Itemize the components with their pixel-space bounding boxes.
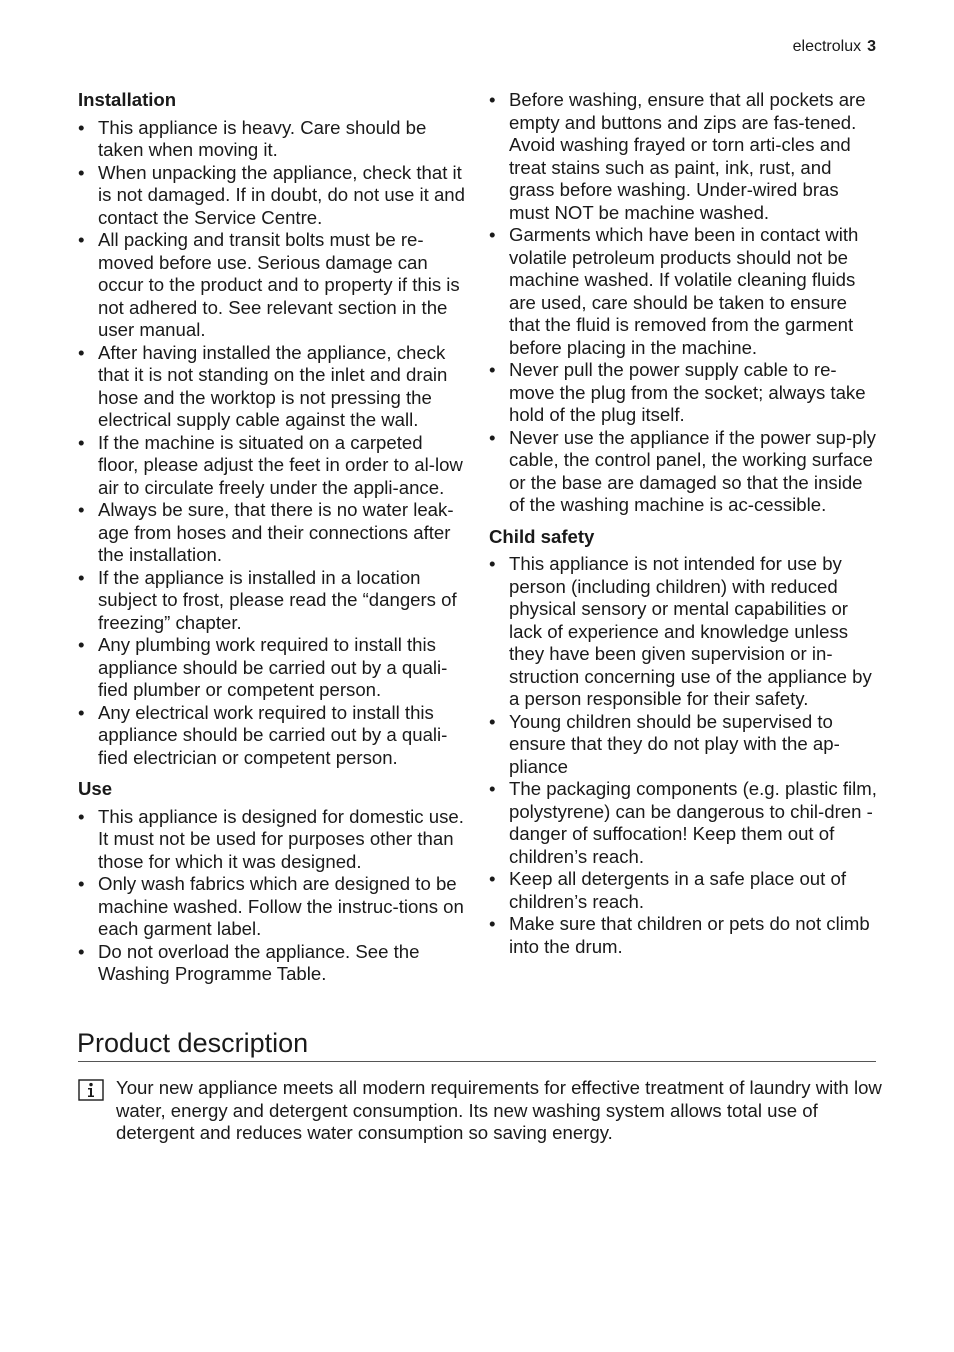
list-item: • If the machine is situated on a carpeted floor, please adjust the feet in order to al-low air to circulate freely under the appli-ance. (78, 432, 466, 500)
list-item: • Keep all detergents in a safe place out of children’s reach. (489, 868, 879, 913)
list-item: • After having installed the appliance, check that it is not standing on the inlet and drain hose and the worktop is not pressing the electrical supply cable against the wall. (78, 342, 466, 432)
list-item: • Do not overload the appliance. See the Washing Programme Table. (78, 941, 466, 986)
product-description-text: Your new appliance meets all modern requirements for effective treatment of laundry with low water, energy and detergent consumption. Its new washing system allows total use of detergent and reduces water consumption so saving energy. (116, 1077, 882, 1143)
list-item: • When unpacking the appliance, check that it is not damaged. If in doubt, do not use it and contact the Service Centre. (78, 162, 466, 230)
child-safety-heading: Child safety (489, 525, 595, 547)
child-safety-list (489, 553, 879, 958)
list-item: • Only wash fabrics which are designed to be machine washed. Follow the instruc-tions on each garment label. (78, 873, 466, 941)
section-divider (78, 1061, 876, 1062)
list-item: • This appliance is designed for domestic use. It must not be used for purposes other than those for which it was designed. (78, 806, 466, 874)
list-item: • All packing and transit bolts must be re-moved before use. Serious damage can occur to the product and to property if this is not adhered to. See relevant section in the user manual. (78, 229, 466, 342)
use-list-right (489, 89, 879, 517)
right-column (489, 89, 879, 967)
list-item: • Any electrical work required to install this appliance should be carried out by a quali-fied electrician or competent person. (78, 702, 466, 770)
list-item: • Garments which have been in contact with volatile petroleum products should not be machine washed. If volatile cleaning fluids are used, care should be taken to ensure that the fluid is removed from the garment before placing in the machine. (489, 224, 879, 359)
list-item: • If the appliance is installed in a location subject to frost, please read the “dangers of freezing” chapter. (78, 567, 466, 635)
page-header (793, 37, 876, 57)
list-item: • Never pull the power supply cable to re-move the plug from the socket; always take hold of the plug itself. (489, 359, 879, 427)
list-item: • Always be sure, that there is no water leak-age from hoses and their connections after the installation. (78, 499, 466, 567)
installation-heading: Installation (78, 89, 177, 110)
list-item: • Before washing, ensure that all pockets are empty and buttons and zips are fas-tened. Avoid washing frayed or torn arti-cles and treat stains such as paint, ink, rust, and grass before washing. Under-wired bras must NOT be machine washed. (489, 89, 879, 224)
use-heading: Use (78, 778, 113, 799)
list-item: • Never use the appliance if the power sup-ply cable, the control panel, the working surface or the base are damaged so that the inside of the washing machine is ac-cessible. (489, 427, 879, 517)
list-item: • This appliance is heavy. Care should be taken when moving it. (78, 117, 466, 162)
list-item: • This appliance is not intended for use by person (including children) with reduced physical sensory or mental capabilities or lack of experience and knowledge unless they have been given supervision or in-struction concerning use of the appliance by a person responsible for their safety. (489, 553, 879, 711)
installation-list (78, 117, 466, 770)
info-icon (78, 1079, 104, 1101)
list-item: • Make sure that children or pets do not climb into the drum. (489, 913, 879, 958)
use-list-left (78, 806, 466, 986)
page-number: 3 (867, 38, 876, 55)
list-item: • Any plumbing work required to install this appliance should be carried out by a quali-fied plumber or competent person. (78, 634, 466, 702)
brand-name: electrolux (792, 38, 862, 55)
section-title: Product description (77, 1028, 309, 1058)
left-column (78, 89, 466, 995)
list-item: • Young children should be supervised to ensure that they do not play with the ap-pliance (489, 711, 879, 779)
list-item: • The packaging components (e.g. plastic film, polystyrene) can be dangerous to chil-dren - danger of suffocation! Keep them out of children’s reach. (489, 778, 879, 868)
